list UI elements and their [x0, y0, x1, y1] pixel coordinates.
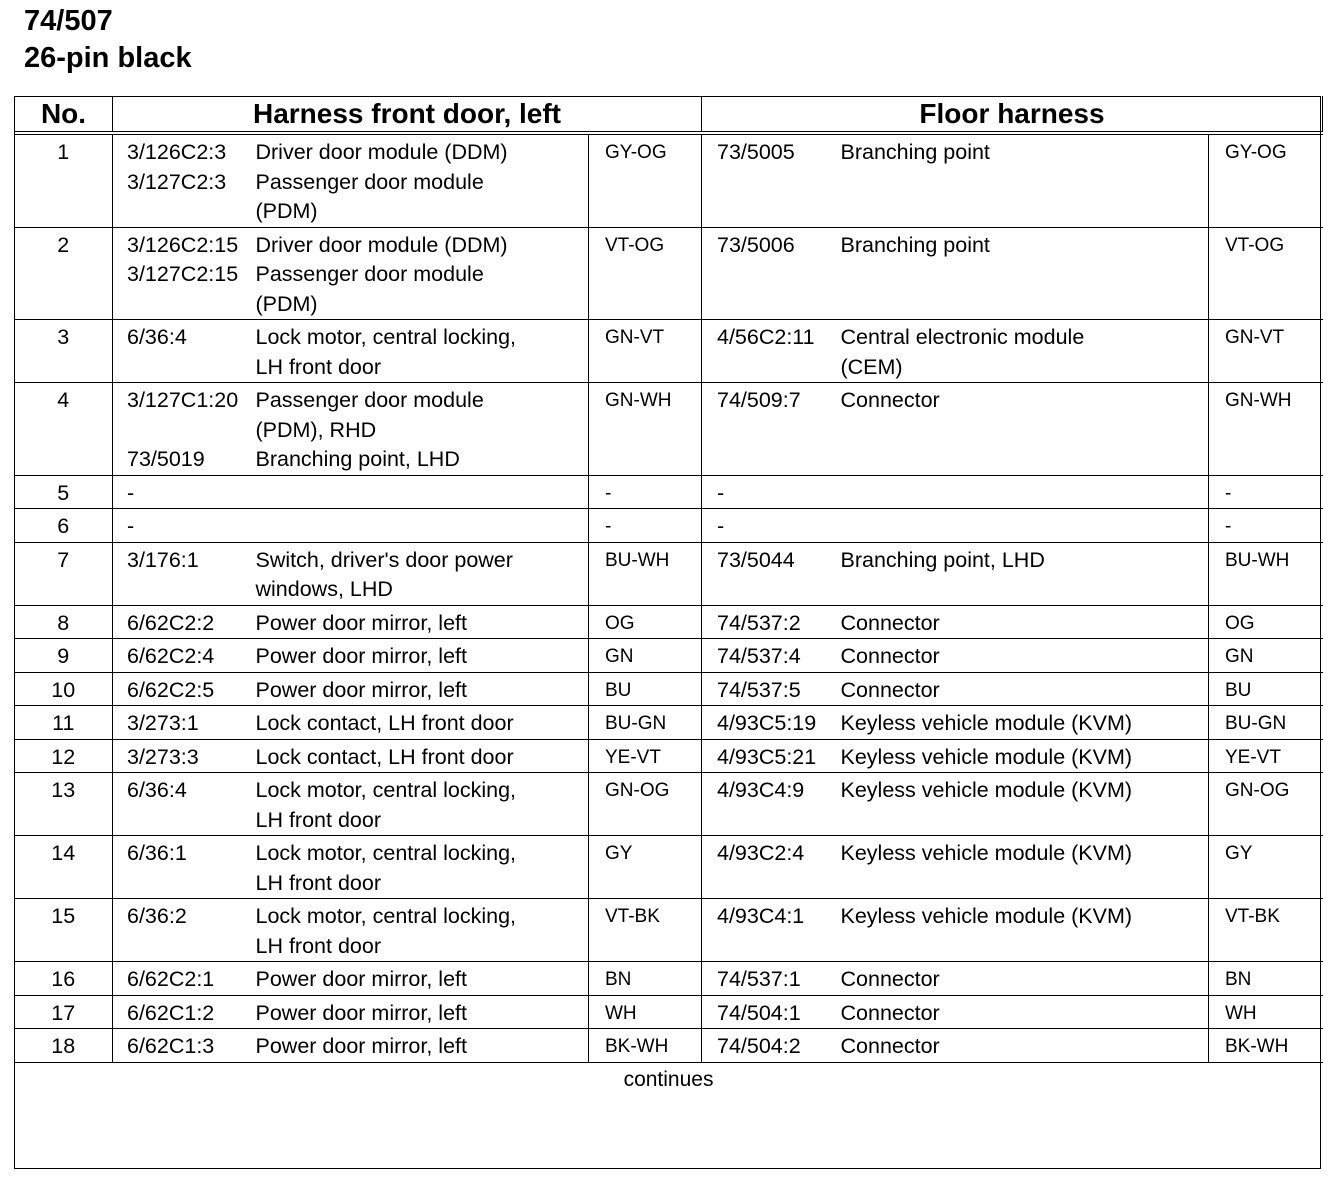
front-door-wire-color: - [589, 509, 702, 543]
component-description: LH front door [255, 354, 381, 379]
front-door-component-description [250, 836, 589, 899]
component-description: Passenger door module [255, 388, 484, 412]
floor-wire-color: WH [1209, 995, 1323, 1029]
front-door-component-description [250, 962, 589, 996]
front-door-component-description [250, 605, 589, 639]
floor-component-code [702, 133, 839, 227]
front-door-wire-color: VT-BK [589, 899, 702, 962]
front-door-wire-color: - [589, 475, 702, 509]
component-description: (PDM) [255, 199, 318, 223]
floor-component-description [839, 995, 1209, 1029]
floor-component-code [702, 509, 839, 543]
floor-component-description [839, 542, 1209, 605]
front-door-component-description [250, 1029, 589, 1063]
floor-wire-color: BK-WH [1209, 1029, 1323, 1063]
table-row [15, 542, 1323, 605]
floor-component-description [839, 133, 1209, 227]
floor-wire-color: BU-GN [1209, 706, 1323, 740]
header-no: No. [15, 96, 113, 133]
floor-wire-color: GY-OG [1209, 133, 1323, 227]
component-code: 4/93C4:1 [717, 904, 805, 928]
floor-component-code [702, 899, 839, 962]
table-row [15, 227, 1323, 320]
table-row [15, 672, 1323, 706]
component-code: 4/93C5:19 [717, 711, 817, 735]
spacer [717, 353, 839, 383]
floor-component-code [702, 836, 839, 899]
front-door-component-description [250, 542, 589, 605]
floor-component-code [702, 383, 839, 476]
component-description: Keyless vehicle module (KVM) [840, 778, 1133, 802]
component-code: 6/36:1 [127, 841, 187, 865]
component-code: 74/504:2 [717, 1034, 801, 1058]
front-door-component-description [250, 739, 589, 773]
front-door-wire-color: GN-OG [589, 773, 702, 836]
floor-component-description [839, 1029, 1209, 1063]
component-description: Connector [840, 1000, 940, 1025]
header-row [15, 96, 1323, 133]
floor-wire-color: BU-WH [1209, 542, 1323, 605]
component-code: 6/36:4 [127, 778, 187, 802]
front-door-component-code [113, 995, 250, 1029]
component-description: Lock motor, central locking, [255, 841, 517, 865]
front-door-component-code [113, 383, 250, 476]
floor-wire-color: BN [1209, 962, 1323, 996]
floor-component-description [839, 836, 1209, 899]
component-code: 3/126C2:15 [127, 232, 239, 257]
component-code: 73/5044 [717, 547, 795, 572]
floor-component-description [839, 509, 1209, 543]
component-description: Lock motor, central locking, [255, 325, 517, 349]
pin-number: 11 [15, 706, 113, 740]
front-door-component-description [250, 995, 589, 1029]
floor-component-description [839, 739, 1209, 773]
component-description: Connector [840, 644, 940, 668]
connector-id: 74/507 [24, 5, 113, 37]
front-door-component-description [250, 475, 589, 509]
component-description: Passenger door module [255, 169, 484, 194]
front-door-wire-color: BN [589, 962, 702, 996]
table-row [15, 509, 1323, 543]
component-code: 74/537:5 [717, 677, 801, 702]
spacer [127, 353, 250, 383]
spacer [127, 416, 250, 446]
component-description: Connector [840, 1034, 940, 1058]
component-code: 73/5005 [717, 140, 795, 164]
floor-wire-color: GN-WH [1209, 383, 1323, 476]
pin-number: 16 [15, 962, 113, 996]
table-row [15, 133, 1323, 227]
front-door-component-description [250, 773, 589, 836]
floor-component-code [702, 605, 839, 639]
table-row [15, 383, 1323, 476]
floor-wire-color: GN-OG [1209, 773, 1323, 836]
component-code: - [127, 480, 135, 505]
floor-component-code [702, 773, 839, 836]
continues-row [15, 1062, 1323, 1097]
front-door-component-description [250, 509, 589, 543]
component-code: - [717, 480, 725, 505]
pin-number: 8 [15, 605, 113, 639]
front-door-wire-color: BU-WH [589, 542, 702, 605]
front-door-component-description [250, 383, 589, 476]
front-door-component-description [250, 639, 589, 673]
front-door-wire-color: GN-WH [589, 383, 702, 476]
component-code: 74/537:1 [717, 967, 801, 991]
spacer [127, 290, 250, 320]
component-code: 6/36:4 [127, 325, 187, 349]
component-code: 6/62C2:4 [127, 644, 215, 668]
component-code: 74/537:2 [717, 610, 801, 635]
component-description: Driver door module (DDM) [255, 232, 508, 257]
component-description: Central electronic module [840, 325, 1085, 349]
front-door-component-description [250, 672, 589, 706]
component-description: (PDM) [255, 291, 318, 316]
pin-number: 17 [15, 995, 113, 1029]
front-door-component-code [113, 542, 250, 605]
spacer [127, 575, 250, 605]
table-row [15, 320, 1323, 383]
floor-wire-color: - [1209, 475, 1323, 509]
front-door-component-code [113, 773, 250, 836]
table-row [15, 995, 1323, 1029]
floor-component-code [702, 320, 839, 383]
component-description: Connector [840, 388, 940, 412]
floor-component-code [702, 1029, 839, 1063]
floor-wire-color: YE-VT [1209, 739, 1323, 773]
component-code: 74/504:1 [717, 1000, 801, 1025]
component-code: 3/273:3 [127, 744, 199, 769]
component-description: (CEM) [840, 354, 903, 379]
pin-number: 18 [15, 1029, 113, 1063]
floor-component-code [702, 739, 839, 773]
table-row [15, 836, 1323, 899]
table-body [15, 133, 1323, 1062]
component-description: Driver door module (DDM) [255, 140, 508, 164]
component-description: Power door mirror, left [255, 1000, 467, 1025]
table-row [15, 739, 1323, 773]
component-description: Power door mirror, left [255, 644, 467, 668]
component-code: 4/56C2:11 [717, 325, 815, 349]
component-code: 74/537:4 [717, 644, 801, 668]
table-row [15, 773, 1323, 836]
component-description: Branching point, LHD [255, 447, 460, 471]
header-harness-front-door: Harness front door, left [113, 96, 702, 133]
floor-wire-color: - [1209, 509, 1323, 543]
front-door-wire-color: WH [589, 995, 702, 1029]
component-description: LH front door [255, 933, 381, 958]
front-door-component-code [113, 739, 250, 773]
component-code: 4/93C2:4 [717, 841, 805, 865]
component-description: Keyless vehicle module (KVM) [840, 744, 1133, 769]
header-floor-harness: Floor harness [702, 96, 1323, 133]
front-door-wire-color: YE-VT [589, 739, 702, 773]
pin-number: 7 [15, 542, 113, 605]
component-description: Lock contact, LH front door [255, 711, 514, 735]
front-door-wire-color: VT-OG [589, 227, 702, 320]
component-description: Connector [840, 967, 940, 991]
pin-number: 4 [15, 383, 113, 476]
floor-component-description [839, 227, 1209, 320]
front-door-component-code [113, 836, 250, 899]
component-description: Power door mirror, left [255, 677, 467, 702]
pin-number: 3 [15, 320, 113, 383]
component-description: Power door mirror, left [255, 1034, 467, 1058]
component-code: 73/5006 [717, 232, 795, 257]
floor-component-description [839, 475, 1209, 509]
pin-number: 5 [15, 475, 113, 509]
component-description: LH front door [255, 870, 381, 895]
floor-component-code [702, 672, 839, 706]
front-door-component-code [113, 899, 250, 962]
connector-description: 26-pin black [24, 42, 192, 74]
front-door-component-code [113, 1029, 250, 1063]
component-description: Power door mirror, left [255, 967, 467, 991]
front-door-wire-color: GN-VT [589, 320, 702, 383]
component-code: - [717, 514, 725, 538]
component-code: 3/273:1 [127, 711, 199, 735]
floor-component-code [702, 227, 839, 320]
spacer [127, 932, 250, 962]
table-row [15, 639, 1323, 673]
floor-component-code [702, 542, 839, 605]
front-door-wire-color: BU [589, 672, 702, 706]
component-code: 6/62C1:2 [127, 1000, 215, 1025]
front-door-component-code [113, 320, 250, 383]
pin-number: 13 [15, 773, 113, 836]
floor-wire-color: GN-VT [1209, 320, 1323, 383]
front-door-wire-color: GY [589, 836, 702, 899]
component-code: 74/509:7 [717, 388, 801, 412]
front-door-component-code [113, 475, 250, 509]
component-description: (PDM), RHD [255, 417, 377, 442]
front-door-component-code [113, 133, 250, 227]
front-door-component-description [250, 227, 589, 320]
front-door-component-code [113, 639, 250, 673]
floor-wire-color: VT-BK [1209, 899, 1323, 962]
component-code: 3/126C2:3 [127, 140, 227, 164]
component-description: Branching point, LHD [840, 547, 1045, 572]
front-door-wire-color: OG [589, 605, 702, 639]
front-door-component-code [113, 672, 250, 706]
front-door-component-code [113, 605, 250, 639]
floor-component-description [839, 605, 1209, 639]
component-description: Lock motor, central locking, [255, 904, 517, 928]
component-description: Keyless vehicle module (KVM) [840, 904, 1133, 928]
component-description: Keyless vehicle module (KVM) [840, 711, 1133, 735]
front-door-component-description [250, 320, 589, 383]
component-code: 3/127C1:20 [127, 388, 239, 412]
table-row [15, 706, 1323, 740]
table-row [15, 475, 1323, 509]
component-code: 6/62C2:5 [127, 677, 215, 702]
component-code: 3/127C2:15 [127, 262, 239, 286]
spacer [127, 869, 250, 899]
component-code: 6/36:2 [127, 904, 187, 928]
component-description: Lock motor, central locking, [255, 778, 517, 802]
spacer [127, 197, 250, 227]
floor-component-description [839, 383, 1209, 476]
pin-number: 10 [15, 672, 113, 706]
component-code: 6/62C2:2 [127, 610, 215, 635]
front-door-component-code [113, 509, 250, 543]
floor-component-description [839, 672, 1209, 706]
component-code: 6/62C2:1 [127, 967, 215, 991]
front-door-component-code [113, 706, 250, 740]
floor-component-code [702, 995, 839, 1029]
floor-component-code [702, 962, 839, 996]
floor-wire-color: GN [1209, 639, 1323, 673]
component-description: Switch, driver's door power [255, 547, 513, 572]
floor-component-description [839, 706, 1209, 740]
floor-component-description [839, 773, 1209, 836]
pin-number: 2 [15, 227, 113, 320]
front-door-component-description [250, 899, 589, 962]
pin-number: 9 [15, 639, 113, 673]
component-description: windows, LHD [255, 577, 393, 601]
floor-component-code [702, 706, 839, 740]
front-door-component-description [250, 133, 589, 227]
floor-wire-color: OG [1209, 605, 1323, 639]
component-code: 3/127C2:3 [127, 169, 227, 194]
component-description: Branching point [840, 140, 990, 164]
pin-number: 14 [15, 836, 113, 899]
table-row [15, 1029, 1323, 1063]
component-code: - [127, 514, 135, 538]
component-code: 73/5019 [127, 447, 205, 471]
floor-component-code [702, 639, 839, 673]
component-description: Power door mirror, left [255, 610, 467, 635]
floor-component-description [839, 320, 1209, 383]
front-door-component-description [250, 706, 589, 740]
floor-wire-color: GY [1209, 836, 1323, 899]
pin-number: 12 [15, 739, 113, 773]
component-code: 3/176:1 [127, 547, 199, 572]
pin-number: 6 [15, 509, 113, 543]
component-code: 4/93C4:9 [717, 778, 805, 802]
component-description: Branching point [840, 232, 990, 257]
component-description: Connector [840, 677, 940, 702]
component-description: Passenger door module [255, 262, 484, 286]
front-door-wire-color: GN [589, 639, 702, 673]
pin-number: 15 [15, 899, 113, 962]
component-description: Lock contact, LH front door [255, 744, 514, 769]
front-door-wire-color: BK-WH [589, 1029, 702, 1063]
pinout-table [14, 96, 1323, 1097]
front-door-wire-color: BU-GN [589, 706, 702, 740]
floor-component-description [839, 962, 1209, 996]
component-code: 4/93C5:21 [717, 744, 817, 769]
floor-component-description [839, 639, 1209, 673]
component-description: Connector [840, 610, 940, 635]
table-row [15, 899, 1323, 962]
spacer [127, 806, 250, 836]
front-door-wire-color: GY-OG [589, 133, 702, 227]
front-door-component-code [113, 962, 250, 996]
component-description: LH front door [255, 807, 381, 832]
front-door-component-code [113, 227, 250, 320]
pin-number: 1 [15, 133, 113, 227]
component-description: Keyless vehicle module (KVM) [840, 841, 1133, 865]
floor-component-code [702, 475, 839, 509]
component-code: 6/62C1:3 [127, 1034, 215, 1058]
floor-wire-color: VT-OG [1209, 227, 1323, 320]
floor-component-description [839, 899, 1209, 962]
continues-label: continues [15, 1062, 1323, 1097]
table-row [15, 962, 1323, 996]
table-row [15, 605, 1323, 639]
floor-wire-color: BU [1209, 672, 1323, 706]
